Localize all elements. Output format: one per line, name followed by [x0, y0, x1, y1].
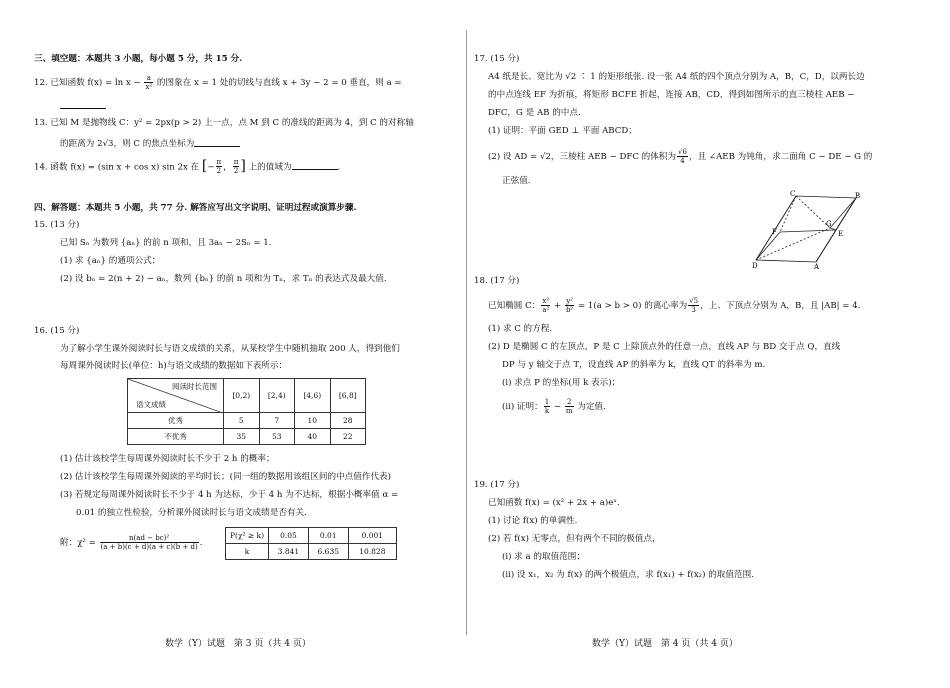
- section-3-title: 三、填空题：本题共 3 小题，每小题 5 分，共 15 分.: [34, 54, 243, 64]
- question-17-part-2-cont: 正弦值.: [502, 176, 531, 186]
- question-19-sub-ii: (ⅱ) 设 x₁，x₂ 为 f(x) 的两个极值点，求 f(x₁) + f(x₂) 的取值范围.: [502, 570, 754, 580]
- question-18-heading: 18. (17 分): [474, 276, 520, 286]
- table-col-header: [6,8]: [330, 379, 366, 413]
- table-row: 优秀 5 7 10 28: [128, 413, 366, 429]
- table-row: 不优秀 35 53 40 22: [128, 429, 366, 445]
- question-16-part-3-cont: 0.01 的独立性检验，分析课外阅读时长与语文成绩是否有关.: [76, 508, 307, 518]
- page-3: [0, 0, 470, 688]
- question-16-heading: 16. (15 分): [34, 326, 80, 336]
- question-18-part-2-cont: DP 与 y 轴交于点 T，设直线 AP 的斜率为 k，直线 QT 的斜率为 m.: [502, 360, 766, 370]
- question-17-part-1: (1) 证明：平面 GED ⊥ 平面 ABCD；: [488, 126, 637, 136]
- question-17-heading: 17. (15 分): [474, 54, 520, 64]
- question-18-sub-ii: (ⅱ) 证明： $\frac{1}{k}$ − $\frac{2}{m}$ 为定值.: [502, 398, 606, 415]
- label-A: A: [814, 263, 820, 270]
- question-16-part-1: (1) 估计该校学生每周课外阅读时长不少于 2 h 的概率；: [60, 454, 275, 464]
- page-footer: 数学（Y）试题 第 4 页（共 4 页）: [592, 639, 738, 649]
- question-13-line-2: 的距离为 2√3，则 C 的焦点坐标为: [60, 138, 240, 150]
- question-15-line-2: (1) 求 {aₙ} 的通项公式；: [60, 256, 161, 266]
- question-13-line-1: 13. 已知 M 是抛物线 C：y² = 2px(p > 2) 上一点，点 M 到 C 的准线的距离为 4，到 C 的对称轴: [34, 118, 414, 128]
- question-18-sub-i: (ⅰ) 求点 P 的坐标(用 k 表示)；: [502, 378, 621, 388]
- question-16-line-2: 每周课外阅读时长(单位：h)与语文成绩的数据如下表所示：: [60, 361, 288, 371]
- section-4-title: 四、解答题：本题共 5 小题，共 77 分. 解答应写出文字说明、证明过程或演算步骤.: [34, 203, 357, 213]
- question-19-part-1: (1) 讨论 f(x) 的单调性.: [488, 516, 578, 526]
- question-19-sub-i: (ⅰ) 求 a 的取值范围；: [502, 552, 585, 562]
- question-15-heading: 15. (13 分): [34, 220, 80, 230]
- question-17-line-3: DFC，G 是 AB 的中点.: [488, 108, 581, 118]
- chi-square-fraction: $\frac{\text{n(ad − bc)²}}{(a + b)(c + d)(a + c)(b + d)}$: [100, 534, 198, 551]
- appendix-formula: 附：χ² = $\frac{\text{n(ad − bc)²}}{(a + b)(c + d)(a + c)(b + d)}$ .: [60, 534, 203, 551]
- reading-data-table: [127, 378, 366, 445]
- prism-figure: [752, 190, 862, 270]
- question-18-part-1: (1) 求 C 的方程.: [488, 324, 553, 334]
- table-row: k 3.841 6.635 10.828: [226, 544, 397, 560]
- question-16-part-2: (2) 估计该校学生每周课外阅读的平均时长；(同一组的数据用该组区间的中点值作代表): [60, 472, 391, 482]
- label-F: F: [772, 228, 777, 236]
- question-15-line-3: (2) 设 bₙ = 2(n + 2) − aₙ，数列 {bₙ} 的前 n 项和为 Tₙ，求 Tₙ 的表达式及最大值.: [60, 274, 387, 284]
- question-19-part-2: (2) 若 f(x) 无零点，但有两个不同的极值点，: [488, 534, 661, 544]
- table-diagonal-header: 阅读时长范围 语文成绩: [128, 379, 224, 413]
- label-C: C: [790, 190, 796, 198]
- table-col-header: [4,6): [295, 379, 331, 413]
- label-E: E: [838, 230, 844, 238]
- label-D: D: [752, 262, 758, 270]
- answer-blank-12: [60, 100, 106, 112]
- fraction: $\frac{a}{\text{x²}}$: [145, 74, 153, 91]
- label-B: B: [855, 192, 861, 200]
- question-14: 14. 函数 f(x) = (sin x + cos x) sin 2x 在 [− $\frac{\pi}{2}$ ， $\frac{\pi}{2}$ ] 上的值域为 .: [34, 158, 341, 176]
- question-16-part-3: (3) 若规定每周课外阅读时长不少于 4 h 为达标，少于 4 h 为不达标，根据小概率值 α =: [60, 490, 399, 500]
- question-19-heading: 19. (17 分): [474, 480, 520, 490]
- page-footer: 数学（Y）试题 第 3 页（共 4 页）: [165, 639, 311, 649]
- table-col-header: [2,4): [259, 379, 295, 413]
- page-divider: [466, 30, 467, 635]
- question-19-line-1: 已知函数 f(x) = (x² + 2x + a)eˣ.: [488, 498, 620, 508]
- page-4: [470, 0, 950, 688]
- question-16-line-1: 为了解小学生课外阅读时长与语文成绩的关系，从某校学生中随机抽取 200 人，得到他们: [60, 344, 400, 354]
- question-17-part-2: (2) 设 AD = √2，三棱柱 AEB − DFC 的体积为 $\frac{√6}{4}$ ，且 ∠AEB 为钝角，求二面角 C − DE − G 的: [488, 148, 873, 165]
- table-row: P(χ² ≥ k) 0.05 0.01 0.001: [226, 528, 397, 544]
- question-15-line-1: 已知 Sₙ 为数列 {aₙ} 的前 n 项和，且 3aₙ − 2Sₙ = 1.: [60, 238, 272, 248]
- chi-square-table: [225, 527, 397, 560]
- question-18-line-1: 已知椭圆 C： $\frac{\text{x²}}{\text{a²}}$ + $\frac{\text{y²}}{\text{b²}}$ = 1(a > b > 0) 的离心率为 $\frac{√5}{3}$ ，上、下顶点分别为 A，B，且 |AB| = 4.: [488, 297, 861, 314]
- question-17-line-2: 的中点连线 EF 为折痕，将矩形 BCFE 折起，连接 AB，CD，得到如图所示的直三棱柱 AEB −: [488, 90, 855, 100]
- question-17-line-1: A4 纸是长、宽比为 √2 ∶ 1 的矩形纸张. 设一张 A4 纸的四个顶点分别为 A，B，C，D，以两长边: [488, 72, 865, 82]
- label-G: G: [826, 220, 832, 228]
- question-12: 12. 已知函数 f(x) = ln x − $\frac{a}{\text{x²}}$ 的图象在 x = 1 处的切线与直线 x + 3y − 2 = 0 垂直，则 a =: [34, 74, 402, 91]
- question-18-part-2: (2) D 是椭圆 C 的左顶点，P 是 C 上除顶点外的任意一点，直线 AP 与 BD 交于点 Q，直线: [488, 342, 841, 352]
- table-col-header: [0,2): [224, 379, 260, 413]
